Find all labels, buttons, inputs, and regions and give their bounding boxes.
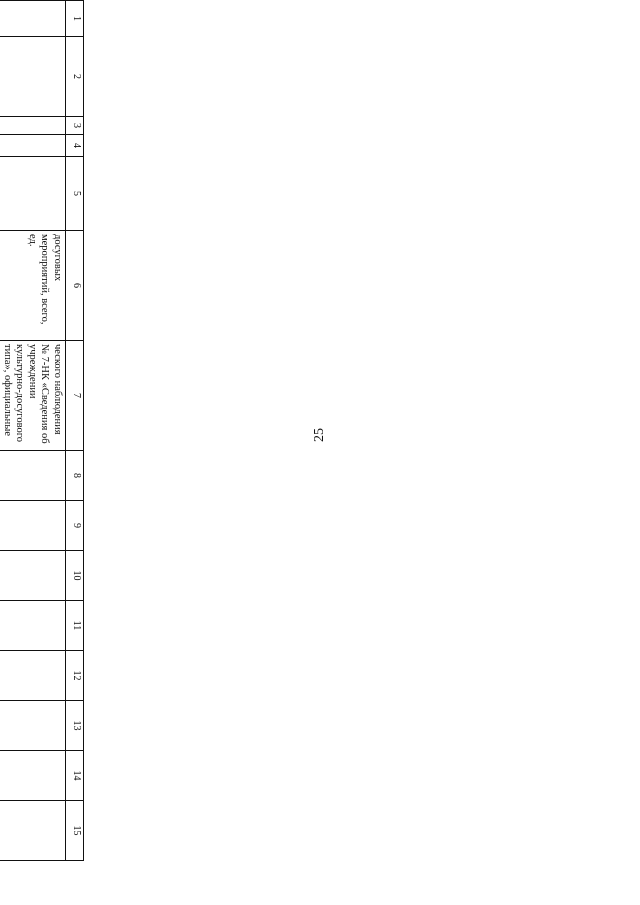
table-row [0,1,66,861]
column-number-row [66,1,84,861]
rotated-table-container [0,0,84,860]
header-cell: 11 [66,601,84,651]
header-cell: 8 [66,451,84,501]
cell-value [0,701,66,751]
indicators-table [0,0,84,861]
header-cell: 15 [66,801,84,861]
cell-value [0,451,66,501]
cell-source: ческого наблюдения № 7-НК «Сведения об учреждении культурно-досугового типа», официальные [0,341,66,451]
cell-start-year [0,117,66,135]
header-cell: 7 [66,341,84,451]
cell-end-year [0,135,66,157]
cell-number [0,1,66,37]
cell-value [0,501,66,551]
cell-executor [0,157,66,231]
header-cell: 9 [66,501,84,551]
cell-value [0,651,66,701]
header-cell: 5 [66,157,84,231]
page-number: 25 [312,428,327,442]
header-cell: 12 [66,651,84,701]
header-cell: 1 [66,1,84,37]
header-cell: 6 [66,231,84,341]
cell-value [0,601,66,651]
cell-value [0,751,66,801]
header-cell: 13 [66,701,84,751]
cell-name [0,37,66,117]
header-cell: 3 [66,117,84,135]
cell-value [0,801,66,861]
header-cell: 4 [66,135,84,157]
cell-indicator: досуговых мероприятий, всего, ед. [0,231,66,341]
header-cell: 14 [66,751,84,801]
header-cell: 10 [66,551,84,601]
cell-value [0,551,66,601]
header-cell: 2 [66,37,84,117]
